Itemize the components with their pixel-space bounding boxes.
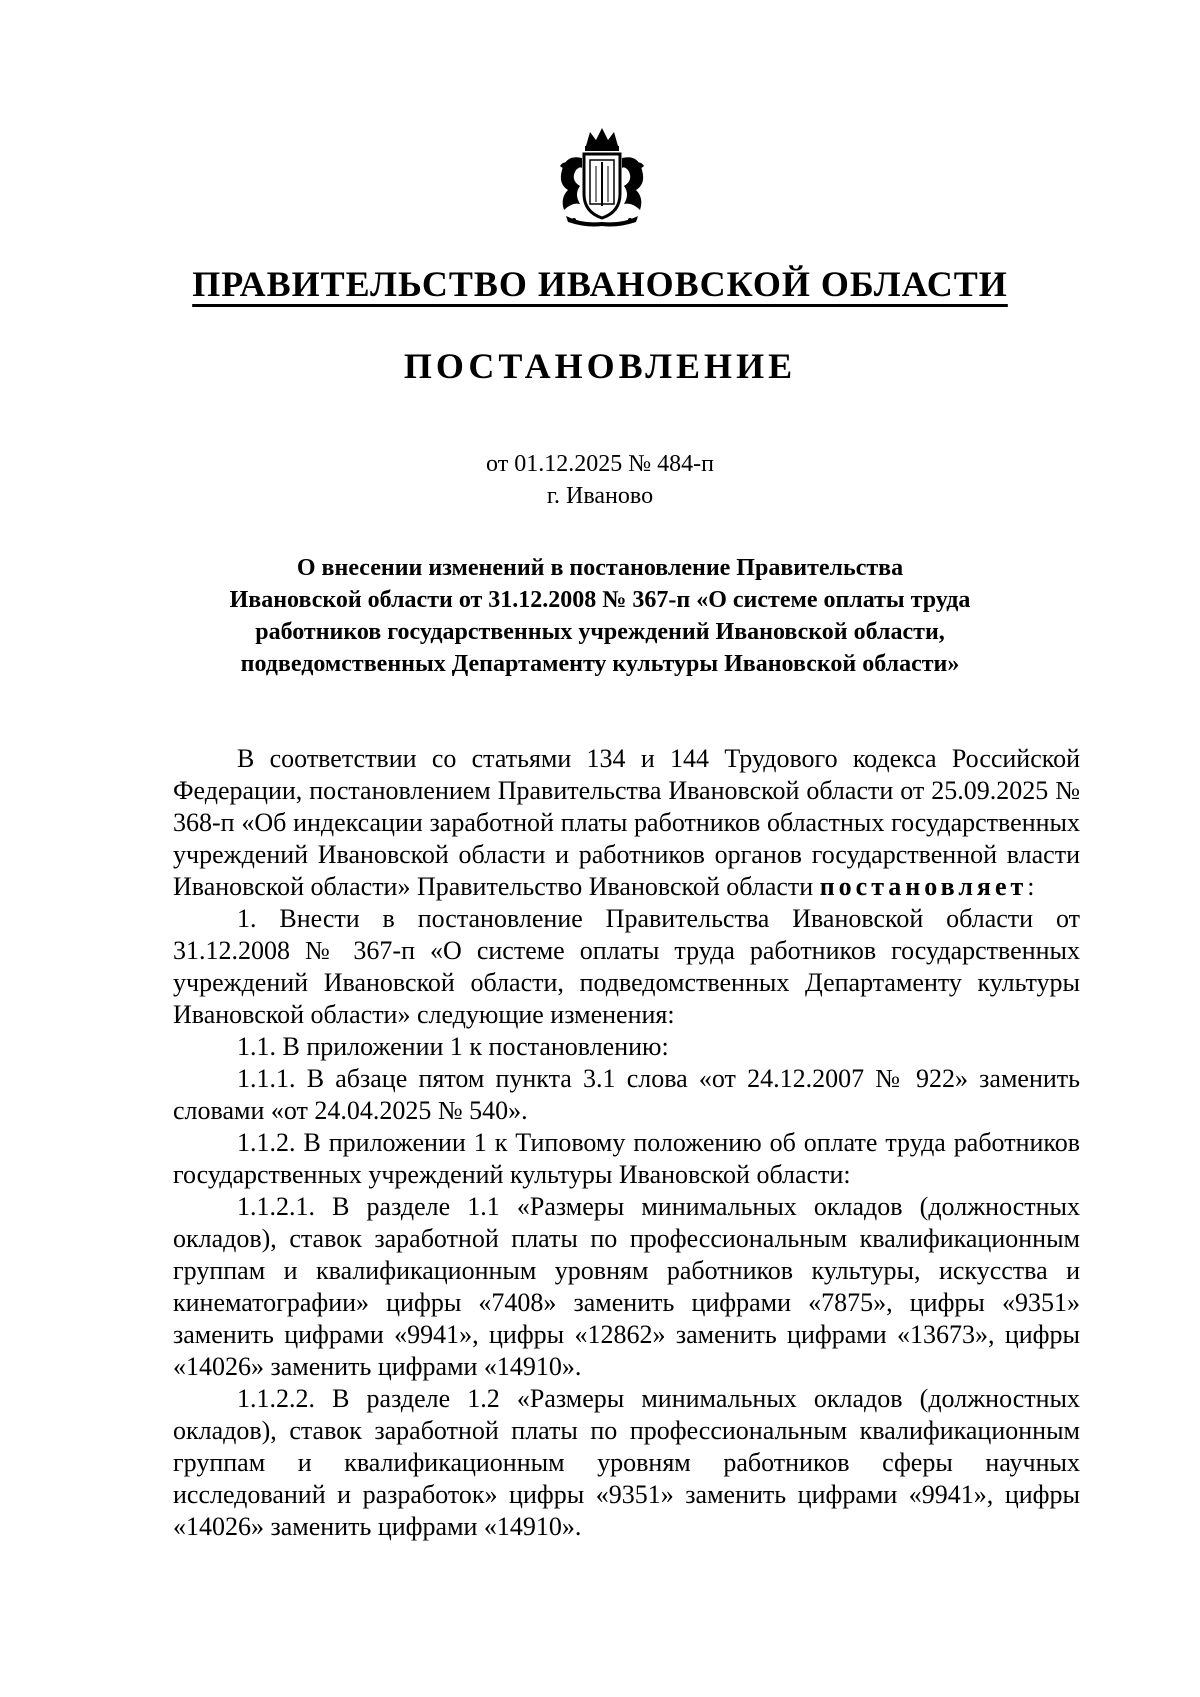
document-meta xyxy=(0,448,1200,512)
document-type: ПОСТАНОВЛЕНИЕ xyxy=(403,346,797,386)
preamble-text: В соответствии со статьями 134 и 144 Трудового кодекса Российской Федерации, постановлением Правительства Ивановской области от 25.09.2025 № 368-п «Об индексации заработной платы работников областных государственных учреждений Ивановской области и работников органов государственной власти Ивановской области» Правительство Ивановской области xyxy=(173,744,1080,901)
body-paragraph: 1.1.2. В приложении 1 к Типовому положению об оплате труда работников государственных учреждений культуры Ивановской области: xyxy=(173,1128,1080,1189)
body-paragraph: 1. Внести в постановление Правительства Ивановской области от 31.12.2008 № 367-п «О системе оплаты труда работников государственных учреждений Ивановской области, подведомственных Департаменту культуры Ивановской области» следующие изменения: xyxy=(173,904,1080,1029)
coat-of-arms-icon xyxy=(552,124,652,230)
organization-title xyxy=(0,262,1200,306)
body-paragraph: 1.1.2.2. В разделе 1.2 «Размеры минимальных окладов (должностных окладов), ставок заработной платы по профессиональным квалификационным группам и квалификационным уровням работников сферы научных исследований и разработок» цифры «9351» заменить цифрами «9941», цифры «14026» заменить цифрами «14910». xyxy=(173,1384,1080,1541)
document-subject xyxy=(150,552,1050,680)
preamble-colon: : xyxy=(1027,872,1035,901)
document-body xyxy=(173,743,1080,1543)
preamble-paragraph xyxy=(173,743,1080,903)
subject-line: работников государственных учреждений Ивановской области, xyxy=(255,619,945,645)
organization-title-text: ПРАВИТЕЛЬСТВО ИВАНОВСКОЙ ОБЛАСТИ xyxy=(192,264,1008,304)
body-paragraph: 1.1.1. В абзаце пятом пункта 3.1 слова «от 24.12.2007 № 922» заменить словами «от 24.04.2025 № 540». xyxy=(173,1064,1080,1125)
subject-line: подведомственных Департаменту культуры Ивановской области» xyxy=(240,651,960,677)
date-number: от 01.12.2025 № 484-п xyxy=(486,451,714,477)
subject-line: Ивановской области от 31.12.2008 № 367-п «О системе оплаты труда xyxy=(229,587,971,613)
body-paragraph: 1.1.2.1. В разделе 1.1 «Размеры минимальных окладов (должностных окладов), ставок заработной платы по профессиональным квалификационным группам и квалификационным уровням работников культуры, искусства и кинематографии» цифры «7408» заменить цифрами «7875», цифры «9351» заменить цифрами «9941», цифры «12862» заменить цифрами «13673», цифры «14026» заменить цифрами «14910». xyxy=(173,1192,1080,1381)
preamble-verb: постановляет xyxy=(819,872,1028,901)
body-paragraph: 1.1. В приложении 1 к постановлению: xyxy=(237,1032,669,1061)
subject-line: О внесении изменений в постановление Правительства xyxy=(296,555,904,581)
city: г. Иваново xyxy=(546,483,654,509)
